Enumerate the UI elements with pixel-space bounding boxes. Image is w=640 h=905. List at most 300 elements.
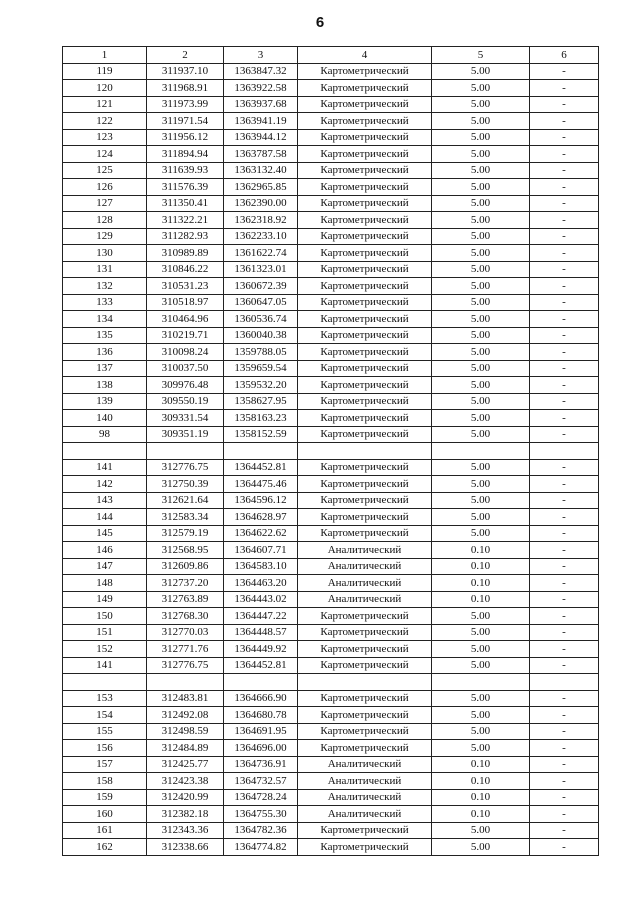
description-cell: - <box>530 228 599 245</box>
description-cell: - <box>530 294 599 311</box>
x-coordinate-cell: 312583.34 <box>147 509 224 526</box>
point-number-cell: 162 <box>63 839 147 856</box>
point-number-cell <box>63 443 147 460</box>
method-cell: Картометрический <box>298 129 432 146</box>
x-coordinate-cell: 312750.39 <box>147 476 224 493</box>
method-cell: Аналитический <box>298 542 432 559</box>
accuracy-cell: 5.00 <box>432 509 530 526</box>
coordinates-table <box>62 46 599 856</box>
accuracy-cell: 5.00 <box>432 657 530 674</box>
x-coordinate-cell: 311968.91 <box>147 80 224 97</box>
point-number-cell: 158 <box>63 773 147 790</box>
table-row <box>63 690 599 707</box>
table-row <box>63 459 599 476</box>
table-row <box>63 146 599 163</box>
table-row <box>63 360 599 377</box>
x-coordinate-cell: 310037.50 <box>147 360 224 377</box>
accuracy-cell: 5.00 <box>432 624 530 641</box>
x-coordinate-cell: 311639.93 <box>147 162 224 179</box>
accuracy-cell: 5.00 <box>432 723 530 740</box>
description-cell: - <box>530 624 599 641</box>
method-cell: Аналитический <box>298 806 432 823</box>
point-number-cell: 119 <box>63 63 147 80</box>
method-cell: Картометрический <box>298 327 432 344</box>
table-row <box>63 179 599 196</box>
method-cell: Аналитический <box>298 789 432 806</box>
table-row <box>63 542 599 559</box>
table-row <box>63 129 599 146</box>
x-coordinate-cell: 312420.99 <box>147 789 224 806</box>
description-cell: - <box>530 327 599 344</box>
method-cell: Картометрический <box>298 624 432 641</box>
method-cell: Картометрический <box>298 278 432 295</box>
x-coordinate-cell: 312498.59 <box>147 723 224 740</box>
table-row <box>63 393 599 410</box>
accuracy-cell: 5.00 <box>432 459 530 476</box>
accuracy-cell: 5.00 <box>432 360 530 377</box>
y-coordinate-cell: 1360040.38 <box>224 327 298 344</box>
accuracy-cell: 5.00 <box>432 740 530 757</box>
accuracy-cell <box>432 443 530 460</box>
point-number-cell: 122 <box>63 113 147 130</box>
point-number-cell: 127 <box>63 195 147 212</box>
method-cell: Картометрический <box>298 426 432 443</box>
y-coordinate-cell: 1364732.57 <box>224 773 298 790</box>
description-cell: - <box>530 360 599 377</box>
description-cell: - <box>530 96 599 113</box>
x-coordinate-cell: 310989.89 <box>147 245 224 262</box>
accuracy-cell: 5.00 <box>432 410 530 427</box>
y-coordinate-cell: 1364628.97 <box>224 509 298 526</box>
x-coordinate-cell: 312338.66 <box>147 839 224 856</box>
table-row <box>63 311 599 328</box>
y-coordinate-cell: 1364666.90 <box>224 690 298 707</box>
accuracy-cell: 5.00 <box>432 608 530 625</box>
y-coordinate-cell: 1364696.00 <box>224 740 298 757</box>
accuracy-cell: 0.10 <box>432 558 530 575</box>
column-header: 6 <box>530 47 599 64</box>
point-number-cell: 133 <box>63 294 147 311</box>
method-cell: Картометрический <box>298 344 432 361</box>
x-coordinate-cell: 309976.48 <box>147 377 224 394</box>
point-number-cell: 141 <box>63 657 147 674</box>
table-row <box>63 96 599 113</box>
method-cell: Картометрический <box>298 657 432 674</box>
x-coordinate-cell: 311576.39 <box>147 179 224 196</box>
table-row <box>63 377 599 394</box>
x-coordinate-cell: 312771.76 <box>147 641 224 658</box>
table-row <box>63 476 599 493</box>
description-cell: - <box>530 608 599 625</box>
y-coordinate-cell: 1363944.12 <box>224 129 298 146</box>
table-row <box>63 426 599 443</box>
description-cell: - <box>530 773 599 790</box>
y-coordinate-cell: 1362233.10 <box>224 228 298 245</box>
x-coordinate-cell: 311971.54 <box>147 113 224 130</box>
description-cell: - <box>530 129 599 146</box>
y-coordinate-cell <box>224 674 298 691</box>
table-row <box>63 773 599 790</box>
accuracy-cell: 5.00 <box>432 212 530 229</box>
point-number-cell: 141 <box>63 459 147 476</box>
method-cell: Аналитический <box>298 756 432 773</box>
x-coordinate-cell: 312492.08 <box>147 707 224 724</box>
accuracy-cell: 5.00 <box>432 476 530 493</box>
y-coordinate-cell: 1360647.05 <box>224 294 298 311</box>
point-number-cell: 135 <box>63 327 147 344</box>
table-row <box>63 80 599 97</box>
accuracy-cell: 0.10 <box>432 575 530 592</box>
method-cell: Картометрический <box>298 723 432 740</box>
description-cell: - <box>530 591 599 608</box>
point-number-cell: 128 <box>63 212 147 229</box>
point-number-cell: 137 <box>63 360 147 377</box>
y-coordinate-cell: 1363922.58 <box>224 80 298 97</box>
table-row <box>63 822 599 839</box>
description-cell: - <box>530 657 599 674</box>
description-cell: - <box>530 756 599 773</box>
description-cell: - <box>530 806 599 823</box>
point-number-cell: 161 <box>63 822 147 839</box>
method-cell: Картометрический <box>298 690 432 707</box>
point-number-cell: 147 <box>63 558 147 575</box>
method-cell: Картометрический <box>298 410 432 427</box>
description-cell <box>530 674 599 691</box>
method-cell: Картометрический <box>298 162 432 179</box>
x-coordinate-cell: 312568.95 <box>147 542 224 559</box>
point-number-cell: 125 <box>63 162 147 179</box>
description-cell: - <box>530 179 599 196</box>
description-cell: - <box>530 426 599 443</box>
y-coordinate-cell: 1363937.68 <box>224 96 298 113</box>
description-cell: - <box>530 146 599 163</box>
description-cell: - <box>530 410 599 427</box>
description-cell: - <box>530 839 599 856</box>
y-coordinate-cell: 1362390.00 <box>224 195 298 212</box>
method-cell: Картометрический <box>298 228 432 245</box>
table-row <box>63 443 599 460</box>
y-coordinate-cell: 1364583.10 <box>224 558 298 575</box>
accuracy-cell: 0.10 <box>432 789 530 806</box>
point-number-cell: 136 <box>63 344 147 361</box>
y-coordinate-cell: 1362965.85 <box>224 179 298 196</box>
method-cell: Картометрический <box>298 261 432 278</box>
point-number-cell: 156 <box>63 740 147 757</box>
y-coordinate-cell: 1364452.81 <box>224 459 298 476</box>
accuracy-cell: 5.00 <box>432 839 530 856</box>
x-coordinate-cell: 311350.41 <box>147 195 224 212</box>
accuracy-cell: 5.00 <box>432 822 530 839</box>
y-coordinate-cell: 1364449.92 <box>224 641 298 658</box>
y-coordinate-cell: 1364475.46 <box>224 476 298 493</box>
point-number-cell: 143 <box>63 492 147 509</box>
description-cell <box>530 443 599 460</box>
method-cell: Картометрический <box>298 608 432 625</box>
point-number-cell: 144 <box>63 509 147 526</box>
method-cell: Картометрический <box>298 113 432 130</box>
y-coordinate-cell: 1364680.78 <box>224 707 298 724</box>
accuracy-cell: 0.10 <box>432 773 530 790</box>
table-row <box>63 624 599 641</box>
point-number-cell: 139 <box>63 393 147 410</box>
y-coordinate-cell: 1363787.58 <box>224 146 298 163</box>
point-number-cell: 148 <box>63 575 147 592</box>
point-number-cell: 153 <box>63 690 147 707</box>
method-cell: Картометрический <box>298 311 432 328</box>
accuracy-cell <box>432 674 530 691</box>
table-body <box>63 63 599 855</box>
point-number-cell: 130 <box>63 245 147 262</box>
point-number-cell: 126 <box>63 179 147 196</box>
x-coordinate-cell: 312483.81 <box>147 690 224 707</box>
accuracy-cell: 5.00 <box>432 393 530 410</box>
y-coordinate-cell: 1364782.36 <box>224 822 298 839</box>
accuracy-cell: 5.00 <box>432 641 530 658</box>
description-cell: - <box>530 212 599 229</box>
point-number-cell: 132 <box>63 278 147 295</box>
y-coordinate-cell: 1359659.54 <box>224 360 298 377</box>
x-coordinate-cell: 310464.96 <box>147 311 224 328</box>
x-coordinate-cell: 312425.77 <box>147 756 224 773</box>
x-coordinate-cell: 312343.36 <box>147 822 224 839</box>
table-row <box>63 608 599 625</box>
x-coordinate-cell: 312776.75 <box>147 459 224 476</box>
accuracy-cell: 5.00 <box>432 146 530 163</box>
description-cell: - <box>530 575 599 592</box>
method-cell <box>298 674 432 691</box>
point-number-cell: 120 <box>63 80 147 97</box>
x-coordinate-cell: 310518.97 <box>147 294 224 311</box>
method-cell: Картометрический <box>298 360 432 377</box>
description-cell: - <box>530 558 599 575</box>
description-cell: - <box>530 723 599 740</box>
point-number-cell: 157 <box>63 756 147 773</box>
y-coordinate-cell: 1363132.40 <box>224 162 298 179</box>
column-header: 5 <box>432 47 530 64</box>
method-cell: Картометрический <box>298 195 432 212</box>
method-cell: Картометрический <box>298 245 432 262</box>
table-row <box>63 410 599 427</box>
accuracy-cell: 5.00 <box>432 278 530 295</box>
accuracy-cell: 5.00 <box>432 245 530 262</box>
x-coordinate-cell: 312768.30 <box>147 608 224 625</box>
table-row <box>63 789 599 806</box>
x-coordinate-cell: 312621.64 <box>147 492 224 509</box>
method-cell: Картометрический <box>298 146 432 163</box>
method-cell: Картометрический <box>298 212 432 229</box>
description-cell: - <box>530 344 599 361</box>
method-cell: Картометрический <box>298 707 432 724</box>
page-number: 6 <box>315 14 325 31</box>
table-row <box>63 228 599 245</box>
column-header: 4 <box>298 47 432 64</box>
accuracy-cell: 5.00 <box>432 113 530 130</box>
method-cell: Картометрический <box>298 459 432 476</box>
method-cell: Картометрический <box>298 509 432 526</box>
accuracy-cell: 0.10 <box>432 806 530 823</box>
accuracy-cell: 5.00 <box>432 690 530 707</box>
column-header: 1 <box>63 47 147 64</box>
accuracy-cell: 5.00 <box>432 195 530 212</box>
y-coordinate-cell: 1358627.95 <box>224 393 298 410</box>
x-coordinate-cell: 312763.89 <box>147 591 224 608</box>
method-cell: Картометрический <box>298 492 432 509</box>
point-number-cell: 159 <box>63 789 147 806</box>
description-cell: - <box>530 63 599 80</box>
x-coordinate-cell: 311956.12 <box>147 129 224 146</box>
accuracy-cell: 5.00 <box>432 426 530 443</box>
accuracy-cell: 5.00 <box>432 96 530 113</box>
x-coordinate-cell: 312382.18 <box>147 806 224 823</box>
table-row <box>63 261 599 278</box>
table-row <box>63 245 599 262</box>
x-coordinate-cell: 311322.21 <box>147 212 224 229</box>
description-cell: - <box>530 245 599 262</box>
description-cell: - <box>530 459 599 476</box>
accuracy-cell: 5.00 <box>432 228 530 245</box>
accuracy-cell: 5.00 <box>432 311 530 328</box>
table-row <box>63 707 599 724</box>
method-cell: Картометрический <box>298 377 432 394</box>
table-row <box>63 806 599 823</box>
description-cell: - <box>530 80 599 97</box>
point-number-cell: 140 <box>63 410 147 427</box>
accuracy-cell: 0.10 <box>432 756 530 773</box>
y-coordinate-cell: 1364622.62 <box>224 525 298 542</box>
y-coordinate-cell <box>224 443 298 460</box>
point-number-cell <box>63 674 147 691</box>
x-coordinate-cell: 310219.71 <box>147 327 224 344</box>
point-number-cell: 146 <box>63 542 147 559</box>
x-coordinate-cell: 312770.03 <box>147 624 224 641</box>
x-coordinate-cell: 312579.19 <box>147 525 224 542</box>
description-cell: - <box>530 492 599 509</box>
x-coordinate-cell: 312776.75 <box>147 657 224 674</box>
table-row <box>63 327 599 344</box>
description-cell: - <box>530 162 599 179</box>
y-coordinate-cell: 1360672.39 <box>224 278 298 295</box>
x-coordinate-cell: 311973.99 <box>147 96 224 113</box>
column-header: 3 <box>224 47 298 64</box>
y-coordinate-cell: 1364452.81 <box>224 657 298 674</box>
description-cell: - <box>530 278 599 295</box>
table-header-row <box>63 47 599 64</box>
x-coordinate-cell: 309331.54 <box>147 410 224 427</box>
point-number-cell: 98 <box>63 426 147 443</box>
point-number-cell: 151 <box>63 624 147 641</box>
table-row <box>63 641 599 658</box>
description-cell: - <box>530 195 599 212</box>
table-row <box>63 492 599 509</box>
method-cell: Аналитический <box>298 575 432 592</box>
point-number-cell: 154 <box>63 707 147 724</box>
point-number-cell: 150 <box>63 608 147 625</box>
method-cell: Картометрический <box>298 96 432 113</box>
method-cell: Картометрический <box>298 63 432 80</box>
x-coordinate-cell: 311894.94 <box>147 146 224 163</box>
method-cell: Картометрический <box>298 740 432 757</box>
y-coordinate-cell: 1363941.19 <box>224 113 298 130</box>
method-cell: Аналитический <box>298 773 432 790</box>
y-coordinate-cell: 1364755.30 <box>224 806 298 823</box>
y-coordinate-cell: 1364691.95 <box>224 723 298 740</box>
y-coordinate-cell: 1364736.91 <box>224 756 298 773</box>
table-row <box>63 839 599 856</box>
x-coordinate-cell: 311282.93 <box>147 228 224 245</box>
table-row <box>63 195 599 212</box>
table-row <box>63 212 599 229</box>
description-cell: - <box>530 641 599 658</box>
table-row <box>63 294 599 311</box>
table-row <box>63 657 599 674</box>
point-number-cell: 124 <box>63 146 147 163</box>
description-cell: - <box>530 113 599 130</box>
x-coordinate-cell: 312609.86 <box>147 558 224 575</box>
method-cell: Картометрический <box>298 393 432 410</box>
description-cell: - <box>530 542 599 559</box>
point-number-cell: 129 <box>63 228 147 245</box>
description-cell: - <box>530 690 599 707</box>
point-number-cell: 155 <box>63 723 147 740</box>
column-header: 2 <box>147 47 224 64</box>
accuracy-cell: 5.00 <box>432 707 530 724</box>
table-row <box>63 756 599 773</box>
point-number-cell: 134 <box>63 311 147 328</box>
y-coordinate-cell: 1364728.24 <box>224 789 298 806</box>
point-number-cell: 152 <box>63 641 147 658</box>
accuracy-cell: 5.00 <box>432 129 530 146</box>
y-coordinate-cell: 1364607.71 <box>224 542 298 559</box>
y-coordinate-cell: 1364447.22 <box>224 608 298 625</box>
x-coordinate-cell: 312484.89 <box>147 740 224 757</box>
table-row <box>63 162 599 179</box>
accuracy-cell: 5.00 <box>432 327 530 344</box>
accuracy-cell: 5.00 <box>432 525 530 542</box>
x-coordinate-cell: 309550.19 <box>147 393 224 410</box>
accuracy-cell: 5.00 <box>432 261 530 278</box>
y-coordinate-cell: 1361622.74 <box>224 245 298 262</box>
method-cell: Аналитический <box>298 558 432 575</box>
table-row <box>63 723 599 740</box>
description-cell: - <box>530 377 599 394</box>
point-number-cell: 145 <box>63 525 147 542</box>
point-number-cell: 121 <box>63 96 147 113</box>
y-coordinate-cell: 1359788.05 <box>224 344 298 361</box>
table-row <box>63 740 599 757</box>
description-cell: - <box>530 789 599 806</box>
x-coordinate-cell: 312737.20 <box>147 575 224 592</box>
method-cell: Картометрический <box>298 641 432 658</box>
y-coordinate-cell: 1364463.20 <box>224 575 298 592</box>
description-cell: - <box>530 476 599 493</box>
y-coordinate-cell: 1363847.32 <box>224 63 298 80</box>
y-coordinate-cell: 1359532.20 <box>224 377 298 394</box>
table-row <box>63 674 599 691</box>
table-row <box>63 278 599 295</box>
x-coordinate-cell <box>147 443 224 460</box>
point-number-cell: 123 <box>63 129 147 146</box>
description-cell: - <box>530 393 599 410</box>
method-cell: Картометрический <box>298 294 432 311</box>
accuracy-cell: 5.00 <box>432 377 530 394</box>
point-number-cell: 160 <box>63 806 147 823</box>
accuracy-cell: 0.10 <box>432 542 530 559</box>
table-row <box>63 509 599 526</box>
accuracy-cell: 5.00 <box>432 344 530 361</box>
table-row <box>63 525 599 542</box>
x-coordinate-cell: 310846.22 <box>147 261 224 278</box>
point-number-cell: 142 <box>63 476 147 493</box>
